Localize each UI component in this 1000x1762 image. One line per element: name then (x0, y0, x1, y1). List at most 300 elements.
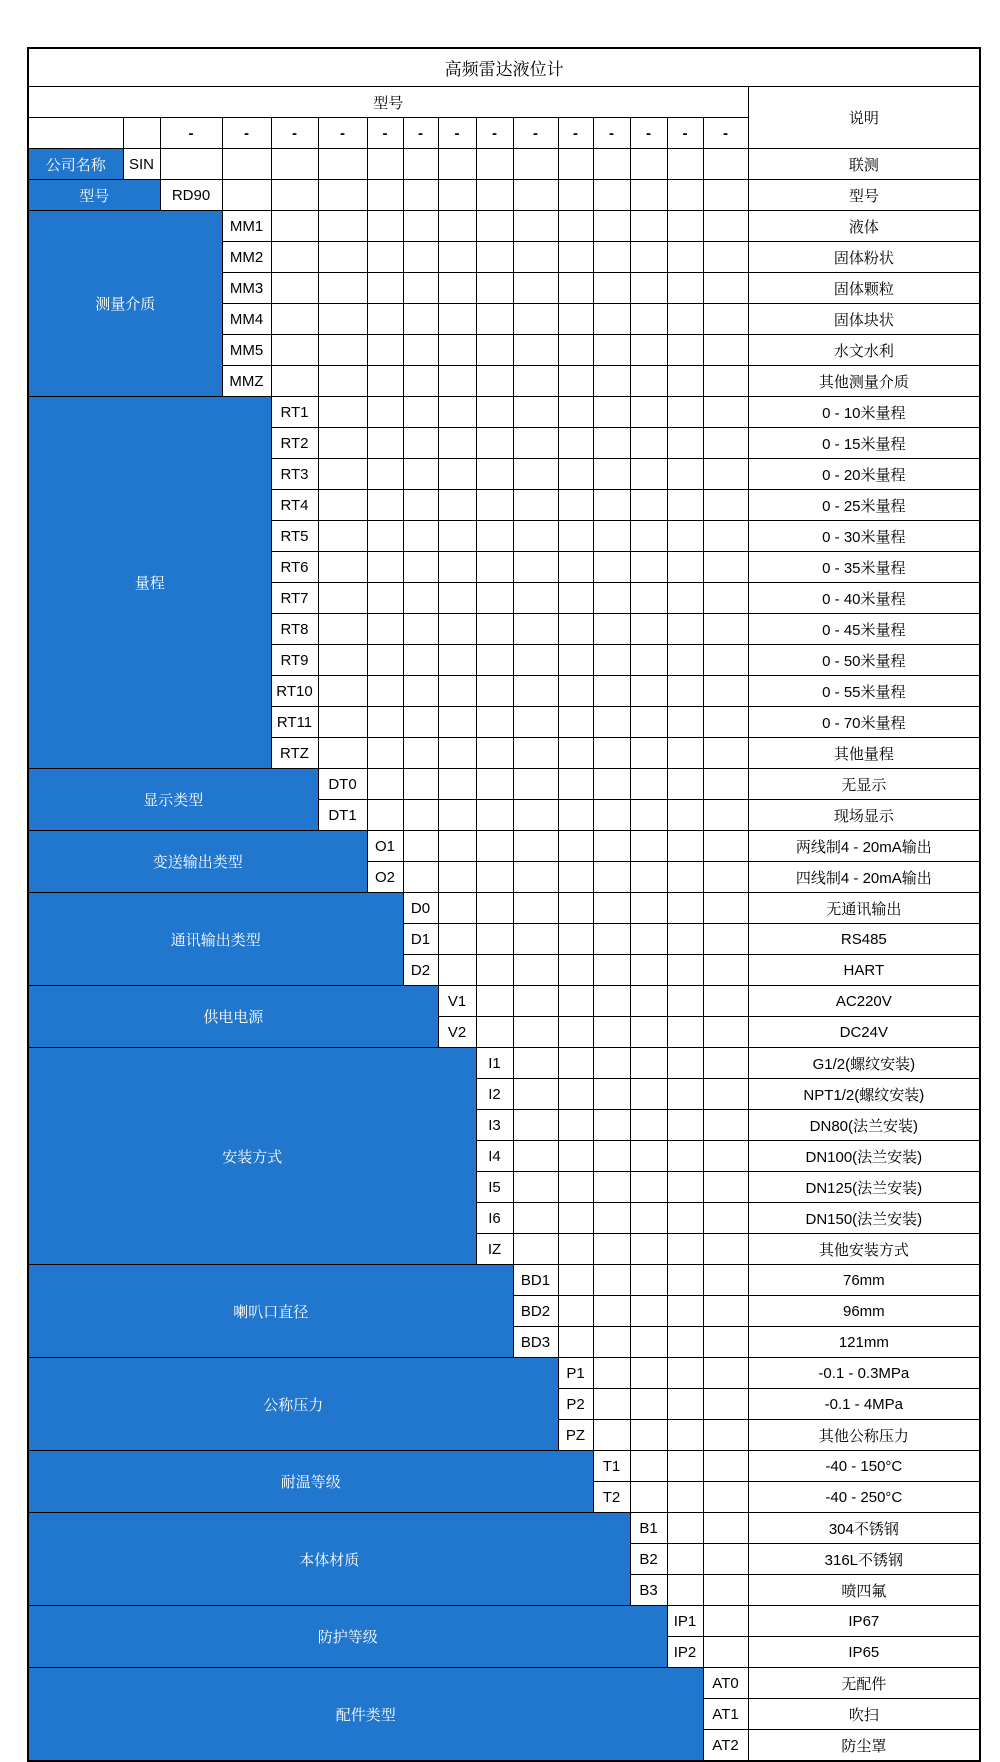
empty-cell (513, 924, 558, 955)
description-cell: 其他公称压力 (748, 1420, 980, 1451)
empty-cell (630, 893, 667, 924)
empty-cell (558, 614, 593, 645)
description-cell: 0 - 55米量程 (748, 676, 980, 707)
empty-cell (513, 707, 558, 738)
description-cell: 121mm (748, 1327, 980, 1358)
empty-cell (513, 1017, 558, 1048)
empty-cell (476, 242, 513, 273)
code-cell: RT1 (271, 397, 318, 428)
empty-cell (438, 149, 476, 180)
empty-cell (367, 645, 403, 676)
empty-cell (703, 304, 748, 335)
empty-cell (318, 676, 367, 707)
empty-cell (513, 800, 558, 831)
description-cell: 0 - 30米量程 (748, 521, 980, 552)
description-cell: 无显示 (748, 769, 980, 800)
empty-cell (558, 149, 593, 180)
empty-cell (667, 1017, 703, 1048)
empty-cell (703, 1296, 748, 1327)
code-cell: MM4 (222, 304, 271, 335)
empty-cell (28, 118, 123, 149)
empty-cell (667, 1513, 703, 1544)
empty-cell (476, 955, 513, 986)
empty-cell (667, 893, 703, 924)
empty-cell (593, 800, 630, 831)
empty-cell (558, 397, 593, 428)
code-cell: MM3 (222, 273, 271, 304)
empty-cell (630, 738, 667, 769)
code-cell: I3 (476, 1110, 513, 1141)
empty-cell (476, 831, 513, 862)
empty-cell (318, 335, 367, 366)
empty-cell (703, 1327, 748, 1358)
empty-cell (476, 397, 513, 428)
code-cell: RT10 (271, 676, 318, 707)
empty-cell (703, 893, 748, 924)
empty-cell (703, 1172, 748, 1203)
code-cell: RT11 (271, 707, 318, 738)
empty-cell (593, 273, 630, 304)
code-cell: RD90 (160, 180, 222, 211)
empty-cell (593, 645, 630, 676)
code-cell: B1 (630, 1513, 667, 1544)
empty-cell (703, 242, 748, 273)
empty-cell (513, 645, 558, 676)
code-cell: RT7 (271, 583, 318, 614)
code-cell: B3 (630, 1575, 667, 1606)
empty-cell (703, 1482, 748, 1513)
empty-cell (513, 955, 558, 986)
empty-cell (667, 1575, 703, 1606)
code-cell: P1 (558, 1358, 593, 1389)
empty-cell (667, 1544, 703, 1575)
empty-cell (403, 459, 438, 490)
empty-cell (558, 1265, 593, 1296)
description-cell: 现场显示 (748, 800, 980, 831)
empty-cell (403, 242, 438, 273)
separator-cell: - (558, 118, 593, 149)
empty-cell (703, 1017, 748, 1048)
empty-cell (667, 428, 703, 459)
empty-cell (476, 149, 513, 180)
table-row (28, 893, 980, 924)
empty-cell (703, 459, 748, 490)
description-cell: DN150(法兰安装) (748, 1203, 980, 1234)
empty-cell (558, 1172, 593, 1203)
code-cell: O1 (367, 831, 403, 862)
empty-cell (667, 366, 703, 397)
empty-cell (403, 211, 438, 242)
empty-cell (318, 521, 367, 552)
empty-cell (703, 1358, 748, 1389)
table-row (28, 769, 980, 800)
header-row (28, 87, 980, 118)
category-label: 量程 (28, 397, 271, 769)
empty-cell (703, 1544, 748, 1575)
empty-cell (513, 149, 558, 180)
empty-cell (438, 335, 476, 366)
empty-cell (558, 428, 593, 459)
empty-cell (558, 552, 593, 583)
code-cell: RT9 (271, 645, 318, 676)
empty-cell (593, 1172, 630, 1203)
empty-cell (271, 335, 318, 366)
code-cell: IZ (476, 1234, 513, 1265)
empty-cell (593, 676, 630, 707)
description-cell: 0 - 50米量程 (748, 645, 980, 676)
category-label: 防护等级 (28, 1606, 667, 1668)
empty-cell (703, 738, 748, 769)
empty-cell (476, 180, 513, 211)
empty-cell (703, 1048, 748, 1079)
empty-cell (558, 862, 593, 893)
empty-cell (558, 831, 593, 862)
empty-cell (403, 335, 438, 366)
code-cell: AT1 (703, 1699, 748, 1730)
empty-cell (630, 1265, 667, 1296)
empty-cell (630, 521, 667, 552)
empty-cell (318, 366, 367, 397)
empty-cell (476, 769, 513, 800)
empty-cell (593, 924, 630, 955)
empty-cell (667, 1141, 703, 1172)
empty-cell (513, 1048, 558, 1079)
empty-cell (438, 397, 476, 428)
code-cell: D2 (403, 955, 438, 986)
description-cell: 固体颗粒 (748, 273, 980, 304)
code-cell: MM2 (222, 242, 271, 273)
empty-cell (593, 1296, 630, 1327)
empty-cell (667, 1110, 703, 1141)
empty-cell (667, 211, 703, 242)
empty-cell (630, 552, 667, 583)
empty-cell (667, 1234, 703, 1265)
empty-cell (476, 490, 513, 521)
description-cell: 0 - 15米量程 (748, 428, 980, 459)
empty-cell (318, 304, 367, 335)
code-cell: DT1 (318, 800, 367, 831)
empty-cell (318, 428, 367, 459)
empty-cell (271, 304, 318, 335)
empty-cell (630, 242, 667, 273)
empty-cell (476, 273, 513, 304)
empty-cell (318, 242, 367, 273)
empty-cell (367, 676, 403, 707)
table-row (28, 1513, 980, 1544)
model-header: 型号 (28, 87, 748, 118)
code-cell: I5 (476, 1172, 513, 1203)
empty-cell (593, 1017, 630, 1048)
empty-cell (513, 366, 558, 397)
empty-cell (403, 738, 438, 769)
empty-cell (630, 614, 667, 645)
empty-cell (271, 366, 318, 397)
empty-cell (438, 676, 476, 707)
separator-cell: - (318, 118, 367, 149)
empty-cell (630, 335, 667, 366)
empty-cell (476, 924, 513, 955)
empty-cell (367, 800, 403, 831)
empty-cell (513, 676, 558, 707)
empty-cell (703, 1637, 748, 1668)
empty-cell (703, 1513, 748, 1544)
empty-cell (703, 1606, 748, 1637)
separator-cell: - (703, 118, 748, 149)
empty-cell (318, 707, 367, 738)
empty-cell (271, 149, 318, 180)
empty-cell (667, 676, 703, 707)
empty-cell (558, 366, 593, 397)
empty-cell (438, 614, 476, 645)
empty-cell (403, 180, 438, 211)
description-cell: -40 - 150°C (748, 1451, 980, 1482)
empty-cell (558, 769, 593, 800)
empty-cell (703, 335, 748, 366)
empty-cell (513, 1172, 558, 1203)
empty-cell (630, 1327, 667, 1358)
empty-cell (558, 242, 593, 273)
empty-cell (476, 800, 513, 831)
description-cell: 其他量程 (748, 738, 980, 769)
empty-cell (593, 1141, 630, 1172)
empty-cell (476, 211, 513, 242)
empty-cell (438, 242, 476, 273)
empty-cell (438, 707, 476, 738)
empty-cell (630, 428, 667, 459)
code-cell: BD1 (513, 1265, 558, 1296)
empty-cell (703, 428, 748, 459)
empty-cell (667, 924, 703, 955)
description-cell: G1/2(螺纹安装) (748, 1048, 980, 1079)
empty-cell (558, 707, 593, 738)
empty-cell (703, 676, 748, 707)
separator-cell: - (667, 118, 703, 149)
empty-cell (367, 707, 403, 738)
empty-cell (593, 1420, 630, 1451)
empty-cell (703, 1141, 748, 1172)
empty-cell (667, 521, 703, 552)
empty-cell (703, 211, 748, 242)
empty-cell (403, 428, 438, 459)
code-cell: SIN (123, 149, 160, 180)
empty-cell (667, 1482, 703, 1513)
empty-cell (703, 614, 748, 645)
empty-cell (667, 707, 703, 738)
empty-cell (667, 769, 703, 800)
category-label: 测量介质 (28, 211, 222, 397)
empty-cell (703, 1110, 748, 1141)
page-title: 高频雷达液位计 (28, 48, 980, 87)
empty-cell (513, 769, 558, 800)
empty-cell (630, 1482, 667, 1513)
separator-cell: - (513, 118, 558, 149)
description-cell: 76mm (748, 1265, 980, 1296)
empty-cell (703, 366, 748, 397)
description-cell: 固体粉状 (748, 242, 980, 273)
description-cell: IP67 (748, 1606, 980, 1637)
empty-cell (667, 1172, 703, 1203)
empty-cell (558, 924, 593, 955)
code-cell: MM1 (222, 211, 271, 242)
empty-cell (367, 428, 403, 459)
empty-cell (558, 273, 593, 304)
description-cell: DN100(法兰安装) (748, 1141, 980, 1172)
empty-cell (476, 428, 513, 459)
empty-cell (703, 1203, 748, 1234)
empty-cell (438, 304, 476, 335)
description-cell: 两线制4 - 20mA输出 (748, 831, 980, 862)
empty-cell (667, 1358, 703, 1389)
empty-cell (667, 242, 703, 273)
code-cell: MMZ (222, 366, 271, 397)
empty-cell (513, 831, 558, 862)
description-cell: 0 - 35米量程 (748, 552, 980, 583)
description-cell: AC220V (748, 986, 980, 1017)
empty-cell (630, 676, 667, 707)
description-cell: 0 - 70米量程 (748, 707, 980, 738)
empty-cell (630, 1079, 667, 1110)
empty-cell (318, 211, 367, 242)
empty-cell (367, 583, 403, 614)
empty-cell (630, 924, 667, 955)
separator-cell: - (271, 118, 318, 149)
empty-cell (222, 149, 271, 180)
empty-cell (403, 645, 438, 676)
empty-cell (438, 490, 476, 521)
empty-cell (630, 1203, 667, 1234)
empty-cell (318, 459, 367, 490)
empty-cell (630, 1048, 667, 1079)
description-cell: 无通讯输出 (748, 893, 980, 924)
code-cell: RTZ (271, 738, 318, 769)
empty-cell (318, 614, 367, 645)
empty-cell (513, 614, 558, 645)
empty-cell (476, 645, 513, 676)
empty-cell (593, 335, 630, 366)
separator-cell: - (476, 118, 513, 149)
code-cell: V2 (438, 1017, 476, 1048)
empty-cell (271, 273, 318, 304)
description-cell: IP65 (748, 1637, 980, 1668)
empty-cell (593, 862, 630, 893)
empty-cell (667, 552, 703, 583)
empty-cell (630, 800, 667, 831)
description-cell: 304不锈钢 (748, 1513, 980, 1544)
empty-cell (593, 521, 630, 552)
description-cell: 其他安装方式 (748, 1234, 980, 1265)
empty-cell (630, 1017, 667, 1048)
empty-cell (558, 490, 593, 521)
empty-cell (318, 397, 367, 428)
empty-cell (593, 397, 630, 428)
category-label: 显示类型 (28, 769, 318, 831)
empty-cell (667, 1203, 703, 1234)
empty-cell (438, 583, 476, 614)
empty-cell (513, 273, 558, 304)
empty-cell (367, 335, 403, 366)
code-cell: IP2 (667, 1637, 703, 1668)
empty-cell (667, 1451, 703, 1482)
code-cell: RT5 (271, 521, 318, 552)
empty-cell (558, 211, 593, 242)
empty-cell (558, 335, 593, 366)
empty-cell (593, 893, 630, 924)
empty-cell (703, 831, 748, 862)
empty-cell (318, 645, 367, 676)
table-row (28, 149, 980, 180)
empty-cell (476, 366, 513, 397)
table-row (28, 1668, 980, 1699)
empty-cell (558, 1017, 593, 1048)
code-cell: D1 (403, 924, 438, 955)
empty-cell (403, 490, 438, 521)
empty-cell (558, 893, 593, 924)
empty-cell (593, 428, 630, 459)
empty-cell (476, 1017, 513, 1048)
empty-cell (703, 769, 748, 800)
empty-cell (513, 1110, 558, 1141)
empty-cell (558, 738, 593, 769)
empty-cell (630, 366, 667, 397)
empty-cell (703, 955, 748, 986)
category-label: 公司名称 (28, 149, 123, 180)
empty-cell (476, 738, 513, 769)
empty-cell (558, 459, 593, 490)
empty-cell (318, 490, 367, 521)
code-cell: AT2 (703, 1730, 748, 1762)
empty-cell (593, 552, 630, 583)
category-label: 通讯输出类型 (28, 893, 403, 986)
empty-cell (403, 769, 438, 800)
empty-cell (513, 738, 558, 769)
empty-cell (318, 149, 367, 180)
empty-cell (703, 800, 748, 831)
empty-cell (476, 304, 513, 335)
empty-cell (630, 1172, 667, 1203)
empty-cell (438, 366, 476, 397)
empty-cell (703, 273, 748, 304)
empty-cell (513, 242, 558, 273)
code-cell: IP1 (667, 1606, 703, 1637)
empty-cell (703, 583, 748, 614)
empty-cell (667, 800, 703, 831)
empty-cell (403, 397, 438, 428)
code-cell: T1 (593, 1451, 630, 1482)
description-cell: DN80(法兰安装) (748, 1110, 980, 1141)
empty-cell (667, 335, 703, 366)
code-cell: RT8 (271, 614, 318, 645)
code-cell: BD3 (513, 1327, 558, 1358)
empty-cell (222, 180, 271, 211)
empty-cell (667, 1327, 703, 1358)
separator-cell: - (222, 118, 271, 149)
separator-cell: - (367, 118, 403, 149)
model-selection-table (27, 47, 981, 1762)
description-cell: -40 - 250°C (748, 1482, 980, 1513)
empty-cell (667, 1296, 703, 1327)
empty-cell (593, 831, 630, 862)
category-label: 耐温等级 (28, 1451, 593, 1513)
description-cell: 四线制4 - 20mA输出 (748, 862, 980, 893)
empty-cell (630, 831, 667, 862)
description-cell: 固体块状 (748, 304, 980, 335)
empty-cell (703, 1389, 748, 1420)
empty-cell (630, 707, 667, 738)
empty-cell (367, 273, 403, 304)
empty-cell (593, 1110, 630, 1141)
table-row (28, 397, 980, 428)
empty-cell (630, 1358, 667, 1389)
